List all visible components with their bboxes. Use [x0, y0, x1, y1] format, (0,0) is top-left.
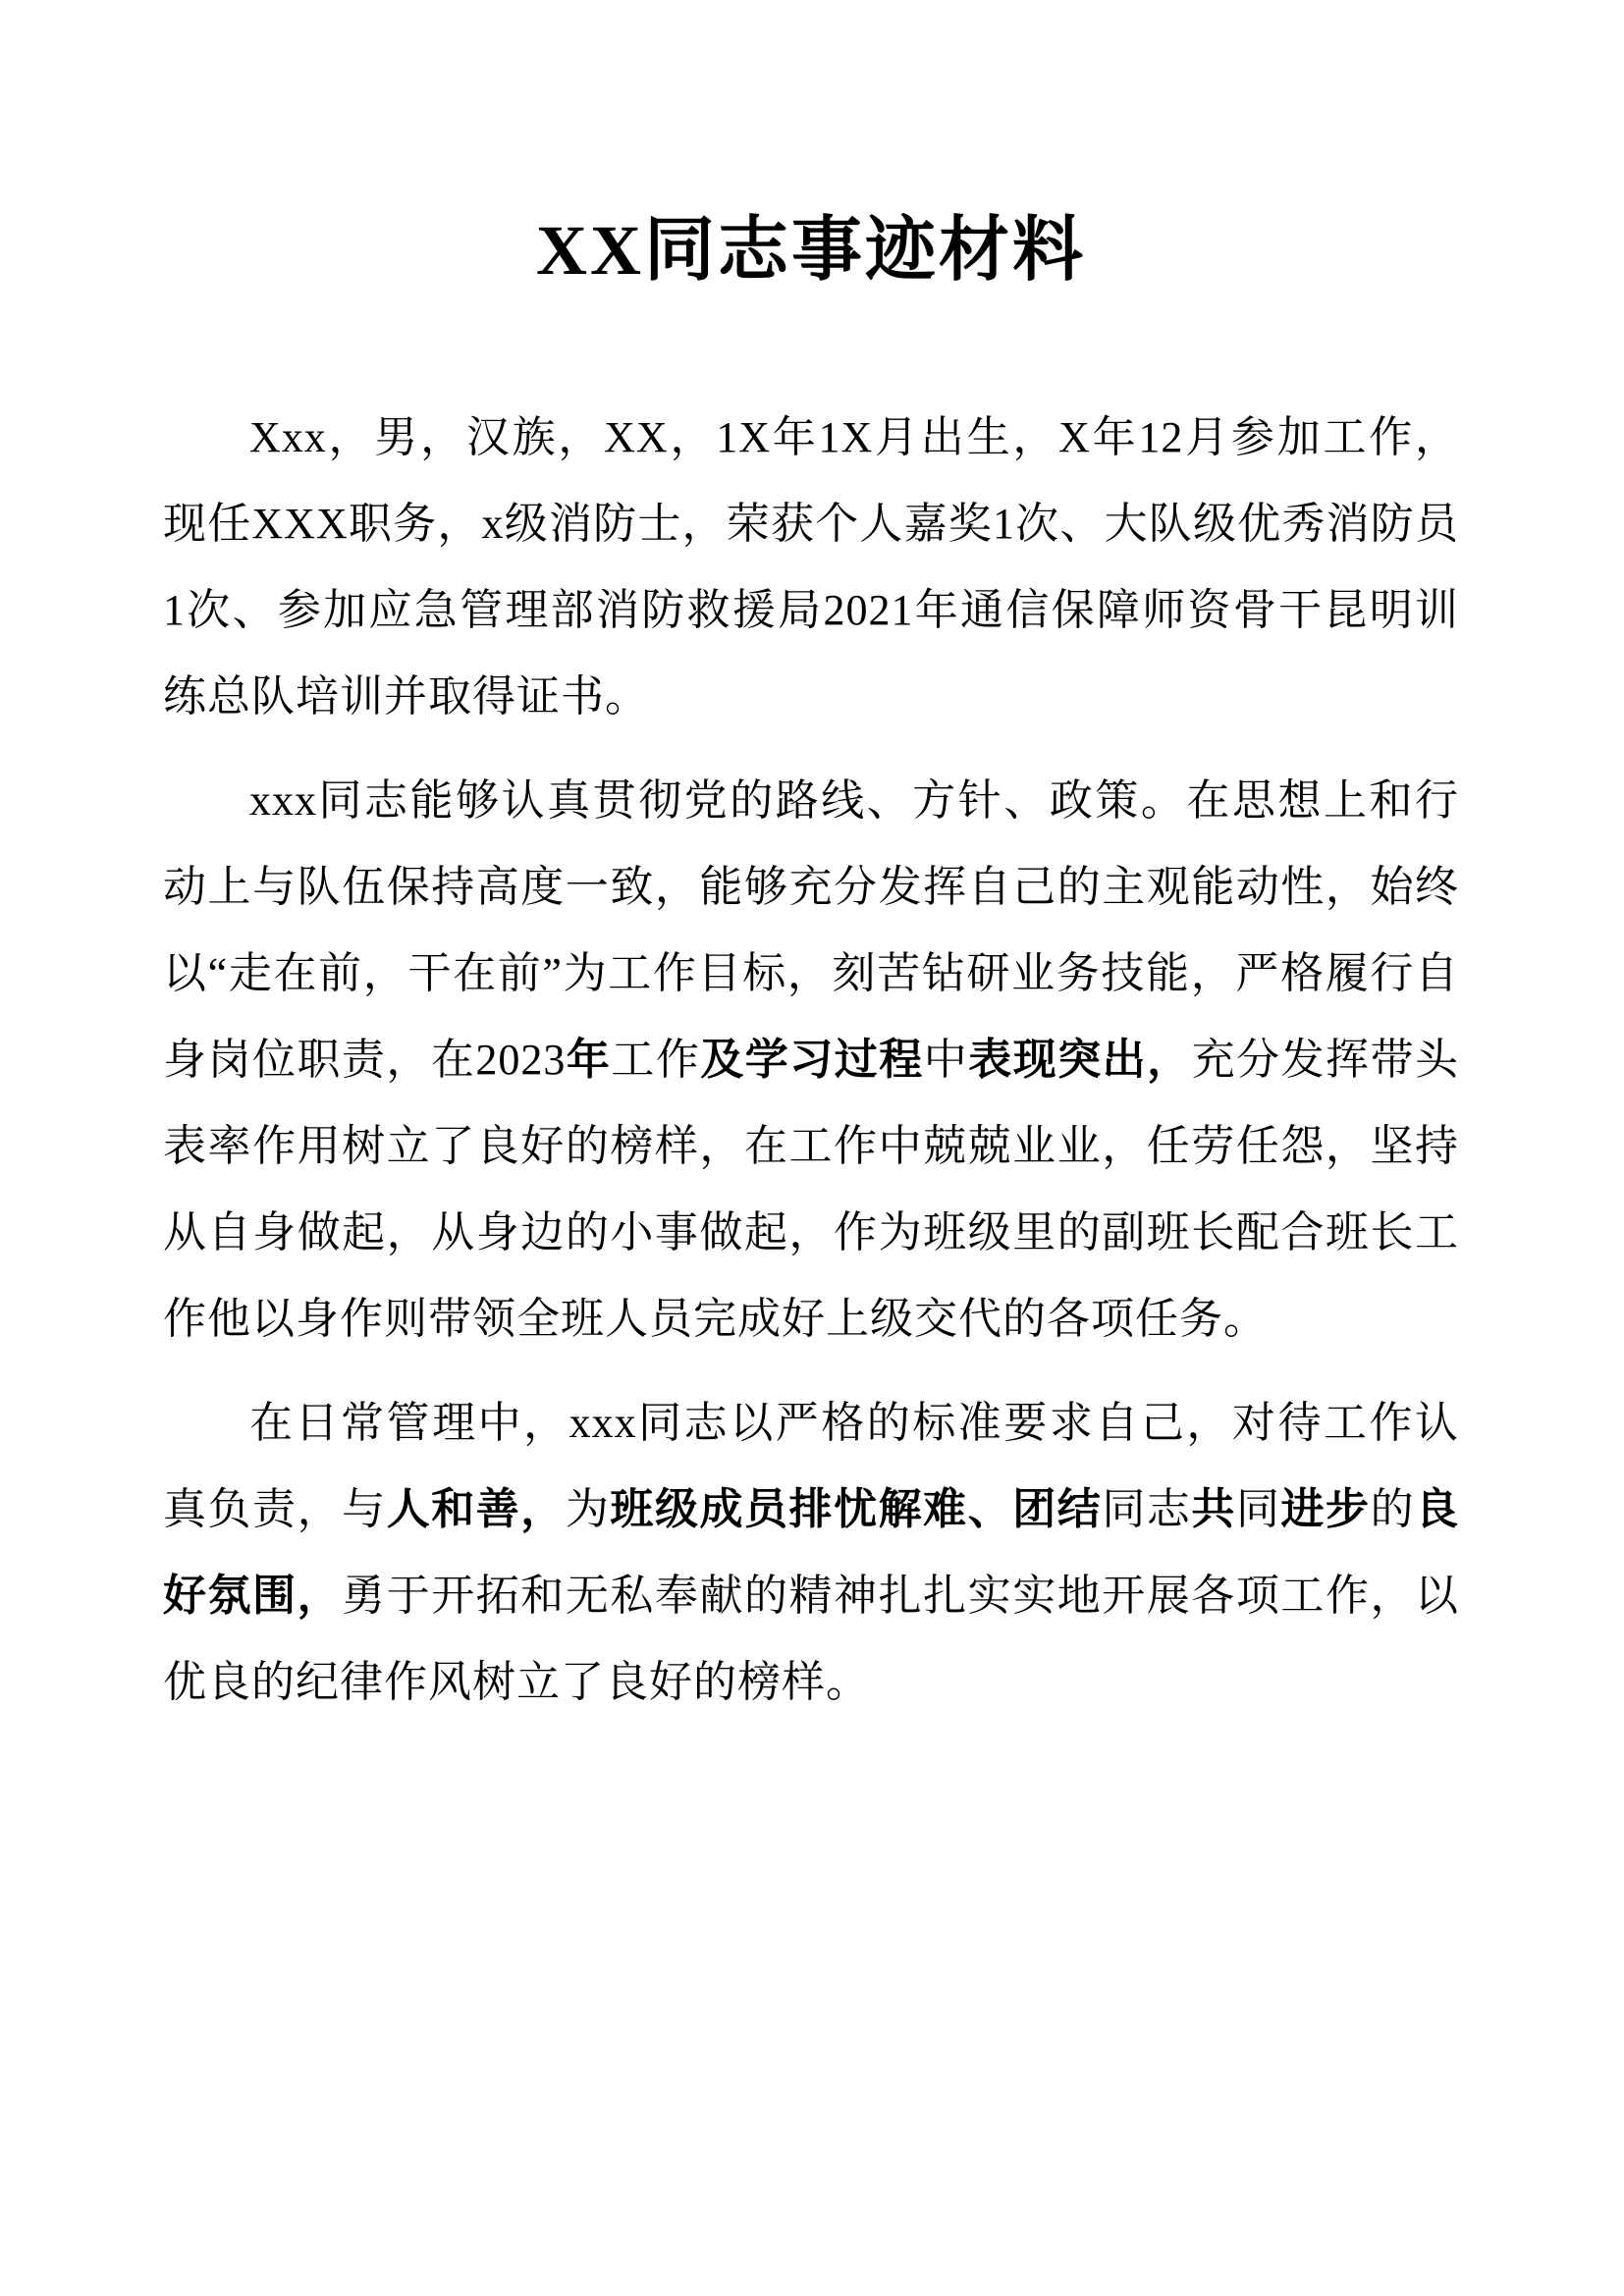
text-run: 年	[566, 1035, 612, 1085]
text-run: 充分发挥带头表率作用树立了良好的榜样，在工作中兢兢业业，任劳任怨，坚持从自身做起，从身边的小事做起，作为班级里的副班长配合班长工作他以身作则带领全班人员完成好上级交代的各项任务。	[163, 1036, 1460, 1343]
text-run: 与	[342, 1484, 387, 1534]
text-run: 进步	[1280, 1484, 1371, 1534]
text-run: 共	[1191, 1484, 1236, 1534]
text-run: 勇于开拓和无私奉献的精神扎扎实实地开展各项工作，以优良的纪律作风树立了良好的榜样。	[163, 1572, 1460, 1706]
text-run: xxx同志能够认真贯彻党的路线、方针、政策。在思想上和行动上与队伍保持高度一致，能够充分发挥自己的主观能动性，始终以“走在前，干在前”为工作目标，刻苦钻研业务技能，严格履行自身岗位职责，在2023	[163, 776, 1459, 1084]
text-run: Xxx，男，汉族，XX，1X年1X月出生，X年12月参加工作，现任XXX职务，x级消防士，荣获个人嘉奖1次、大队级优秀消防员1次、参加应急管理部消防救援局2021年通信保障师资骨干昆明训练总队培训并取得证书。	[163, 413, 1459, 721]
text-run: 及学习过程	[700, 1035, 924, 1085]
paragraph	[163, 395, 1459, 740]
text-run: 工作	[611, 1036, 701, 1084]
text-run: 同	[1235, 1484, 1281, 1534]
text-run: 人和善，	[386, 1484, 566, 1534]
text-run: 中	[923, 1035, 969, 1085]
text-run: 在日常管理中，xxx同志以严格的标准要求自己，对待工作认真负责，	[163, 1399, 1459, 1533]
text-run: 为	[565, 1484, 611, 1534]
document-title: XX同志事迹材料	[536, 211, 1086, 290]
paragraph	[163, 1380, 1459, 1726]
paragraph	[163, 758, 1459, 1362]
text-run: 的	[1370, 1484, 1416, 1534]
text-run: 良好氛围，	[163, 1484, 1460, 1621]
document-body	[163, 395, 1459, 1726]
text-run: 同志	[1102, 1485, 1192, 1533]
text-run: 表现突出，	[968, 1035, 1192, 1085]
text-run: 班级成员排忧解难、团结	[610, 1484, 1103, 1534]
